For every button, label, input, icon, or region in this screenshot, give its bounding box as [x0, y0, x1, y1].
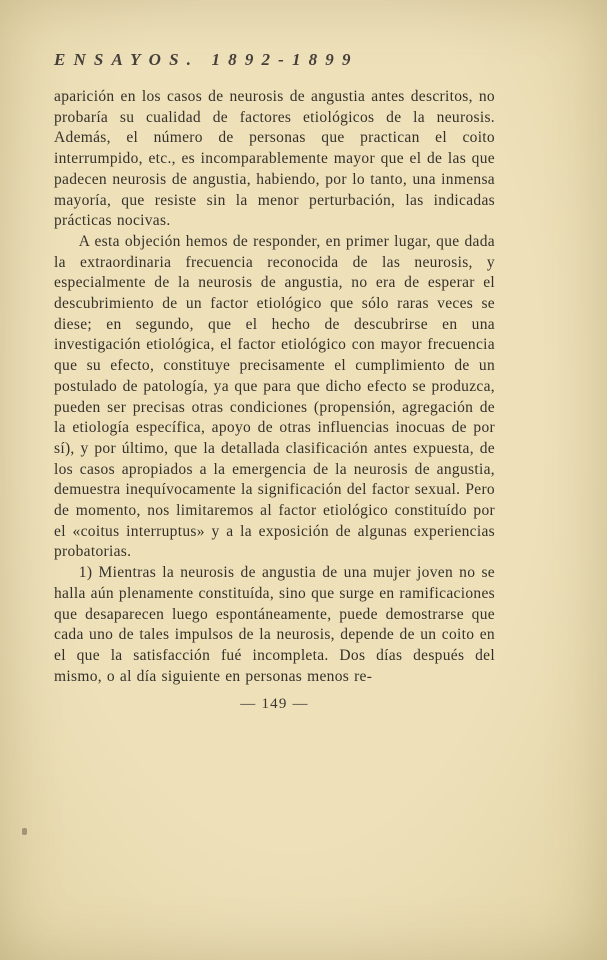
running-header: ENSAYOS. 1892-1899: [54, 50, 359, 69]
page-body: [54, 87, 495, 687]
body-paragraph: 1) Mientras la neurosis de angustia de una mujer joven no se halla aún plenamente constituída, sino que surge en ramificaciones que desaparecen luego espontáneamente, puede demostrarse que cada uno de tales impulsos de la neurosis, depende de un coito en el que la satisfacción fué incompleta. Dos días después del mismo, o al día siguiente en personas menos re-: [54, 564, 495, 685]
page-number: — 149 —: [240, 696, 309, 713]
body-paragraph: aparición en los casos de neurosis de angustia antes descritos, no probaría su cualidad de factores etiológicos de la neurosis. Además, el número de personas que practican el coito interrumpido, etc., es incomparablemente mayor que el de las que padecen neurosis de angustia, habiendo, por lo tanto, una inmensa mayoría, que resiste sin la menor perturbación, las indicadas prácticas nocivas.: [54, 88, 495, 230]
body-paragraph: A esta objeción hemos de responder, en primer lugar, que dada la extraordinaria frecuencia reconocida de las neurosis, y especialmente de la neurosis de angustia, no era de esperar el descubrimiento de un factor etiológico que sólo raras veces se diese; en segundo, que el hecho de descubrirse en una investigación etiológica, el factor etiológico con mayor frecuencia que su efecto, constituye precisamente el cumplimiento de un postulado de patología, ya que para que dicho efecto se produzca, pueden ser precisas otras condiciones (propensión, agregación de la etiología específica, apoyo de otras influencias inocuas de por sí), y por último, que la detallada clasificación antes expuesta, de los casos apropiados a la emergencia de la neurosis de angustia, demuestra inequívocamente la significación del factor sexual. Pero de momento, nos limitaremos al factor etiológico constituído por el «coitus interruptus» y a la exposición de algunas experiencias probatorias.: [54, 232, 495, 561]
scan-artifact: [22, 828, 27, 835]
